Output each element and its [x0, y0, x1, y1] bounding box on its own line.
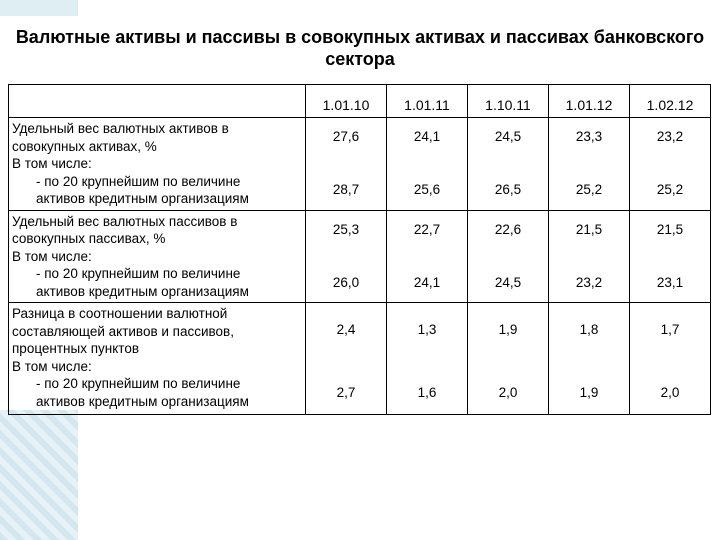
value-cell	[468, 303, 549, 415]
table-row	[9, 210, 711, 303]
column-header: 1.01.12	[549, 85, 630, 118]
sub-label-line: активов кредитным организациям	[36, 283, 249, 299]
column-header: 1.10.11	[468, 85, 549, 118]
sub-heading: В том числе:	[12, 248, 92, 264]
sub-value: 23,2	[575, 274, 603, 290]
sub-value: 25,2	[656, 182, 684, 197]
sub-heading: В том числе:	[12, 358, 92, 374]
label-line: Удельный вес валютных пассивов в	[12, 213, 238, 229]
header-row	[9, 85, 711, 118]
sub-value: 1,9	[579, 385, 599, 400]
sub-value: 26,5	[494, 182, 522, 197]
sub-value: 25,2	[575, 182, 603, 197]
main-value: 22,6	[494, 221, 522, 237]
sub-value: 1,6	[417, 385, 437, 400]
sub-value: 25,6	[413, 182, 441, 197]
label-line: составляющей активов и пассивов,	[12, 323, 234, 339]
label-line: Разница в соотношении валютной	[12, 306, 228, 321]
main-value: 27,6	[332, 129, 360, 144]
table-row	[9, 118, 711, 211]
column-header: 1.02.12	[630, 85, 711, 118]
label-line: Удельный вес валютных активов в	[12, 121, 229, 136]
sub-value: 2,7	[336, 385, 356, 400]
main-value: 24,1	[413, 129, 441, 144]
table-row	[9, 303, 711, 415]
label-line: совокупных активах, %	[12, 138, 157, 154]
main-value: 24,5	[494, 129, 522, 144]
main-value: 21,5	[575, 221, 603, 237]
value-cell	[387, 303, 468, 415]
main-value: 25,3	[332, 221, 360, 237]
column-header: 1.01.10	[306, 85, 387, 118]
sub-label-line: - по 20 крупнейшим по величине	[36, 376, 241, 391]
decorative-strip-top	[0, 0, 78, 16]
sub-value: 23,1	[656, 274, 684, 290]
decorative-strip-bottom	[0, 410, 78, 540]
value-cell	[387, 210, 468, 303]
value-cell	[549, 118, 630, 211]
data-table	[8, 84, 711, 415]
value-cell	[306, 118, 387, 211]
slide-title	[0, 26, 720, 70]
main-value: 1,8	[579, 322, 599, 337]
value-cell	[630, 210, 711, 303]
main-value: 1,3	[417, 322, 437, 337]
main-value: 23,3	[575, 129, 603, 144]
sub-value: 24,5	[494, 274, 522, 290]
value-cell	[549, 210, 630, 303]
sub-value: 2,0	[660, 385, 680, 400]
main-value: 22,7	[413, 221, 441, 237]
main-value: 21,5	[656, 221, 684, 237]
value-cell	[630, 303, 711, 415]
label-line: совокупных пассивах, %	[12, 231, 166, 246]
title-line-1: Валютные активы и пассивы в совокупных активах и пассивах банковского	[15, 27, 705, 47]
sub-value: 28,7	[332, 182, 360, 197]
column-header: 1.01.11	[387, 85, 468, 118]
label-line: процентных пунктов	[12, 341, 139, 356]
sub-value: 26,0	[332, 274, 360, 290]
value-cell	[306, 303, 387, 415]
sub-value: 24,1	[413, 274, 441, 290]
value-cell	[549, 303, 630, 415]
value-cell	[630, 118, 711, 211]
sub-value: 2,0	[498, 385, 518, 400]
row-label	[9, 118, 306, 211]
title-line-2: сектора	[325, 49, 395, 69]
sub-heading: В том числе:	[12, 156, 92, 171]
main-value: 1,9	[498, 322, 518, 337]
sub-label-line: активов кредитным организациям	[36, 191, 249, 206]
main-value: 2,4	[336, 322, 356, 337]
value-cell	[468, 118, 549, 211]
sub-label-line: активов кредитным организациям	[36, 393, 249, 409]
row-label	[9, 210, 306, 303]
value-cell	[468, 210, 549, 303]
value-cell	[387, 118, 468, 211]
header-corner	[9, 85, 306, 118]
sub-label-line: - по 20 крупнейшим по величине	[36, 266, 241, 281]
main-value: 1,7	[660, 322, 680, 337]
value-cell	[306, 210, 387, 303]
row-label	[9, 303, 306, 415]
main-value: 23,2	[656, 129, 684, 144]
sub-label-line: - по 20 крупнейшим по величине	[36, 173, 241, 189]
